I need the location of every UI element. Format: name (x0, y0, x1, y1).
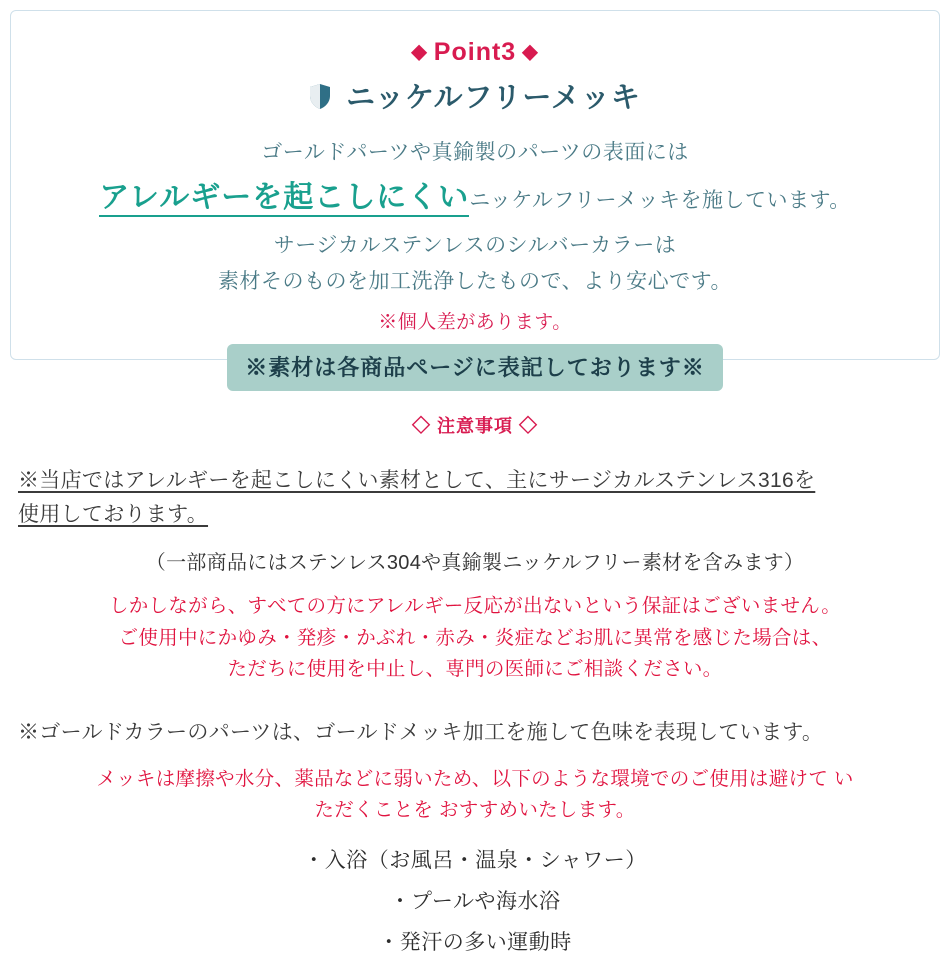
point3-individual-note: ※個人差があります。 (378, 311, 572, 333)
caution-paren-note: （一部商品にはステンレス304や真鍮製ニッケルフリー素材を含みます） (145, 552, 805, 575)
list-item: ・発汗の多い運動時 (378, 930, 572, 954)
product-info-page (0, 10, 950, 960)
list-item: ・プールや海水浴 (389, 889, 561, 913)
caution-lead-2-text: ※ゴールドカラーのパーツは、ゴールドメッキ加工を施して色味を表現しています。 (18, 720, 824, 744)
caution-lead-1-line-1: ※当店ではアレルギーを起こしにくい素材として、主にサージカルステンレス316を (18, 469, 816, 492)
point3-heading-label: Point3 (433, 38, 517, 66)
material-page-badge: ※素材は各商品ページに表記しております※ (227, 344, 723, 391)
caution-warning-1-line-1: しかしながら、すべての方にアレルギー反応が出ないという保証はございません。 (108, 595, 842, 618)
point3-line-1: ゴールドパーツや真鍮製のパーツの表面には (261, 140, 689, 164)
caution-block-1 (0, 464, 950, 686)
point3-heading (25, 37, 925, 67)
caution-block-2 (0, 716, 950, 964)
point3-emphasis-row (25, 175, 925, 222)
caution-warning-1 (0, 591, 950, 686)
caution-lead-2 (18, 716, 932, 746)
shield-icon (309, 83, 331, 119)
caution-warning-2-line-2: いただくことを おすすめいたします。 (314, 767, 854, 822)
caution-warning-1-line-3: ただちに使用を中止し、専門の医師にご相談ください。 (227, 658, 723, 681)
caution-warning-1-line-2: ご使用中にかゆみ・発疹・かぶれ・赤み・炎症などお肌に異常を感じた場合は、 (118, 626, 832, 649)
caution-warning-2 (90, 764, 860, 827)
point3-card (10, 10, 940, 380)
diamond-left-icon: ◆ (411, 41, 428, 63)
caution-warning-2-line-1: メッキは摩擦や水分、薬品などに弱いため、以下のような環境でのご使用は避けて (96, 767, 829, 790)
caution-lead-1-line-2: 使用しております。 (18, 503, 209, 527)
caution-section (0, 412, 950, 964)
diamond-right-icon: ◆ (522, 41, 539, 63)
point3-line-2: サージカルステンレスのシルバーカラーは (273, 233, 677, 257)
list-item: ・入浴（お風呂・温泉・シャワー） (303, 848, 647, 872)
point3-emphasis-tail: ニッケルフリーメッキを施しています。 (469, 189, 851, 213)
point3-title (25, 81, 925, 119)
caution-bullet-list (0, 841, 950, 964)
caution-title: ◇ 注意事項 ◇ (411, 416, 538, 436)
point3-line-3: 素材そのものを加工洗浄したもので、より安心です。 (218, 270, 732, 294)
point3-title-label: ニッケルフリーメッキ (346, 82, 641, 114)
point3-emphasis-text: アレルギーを起こしにくい (99, 181, 469, 217)
caution-lead-1 (18, 464, 932, 532)
